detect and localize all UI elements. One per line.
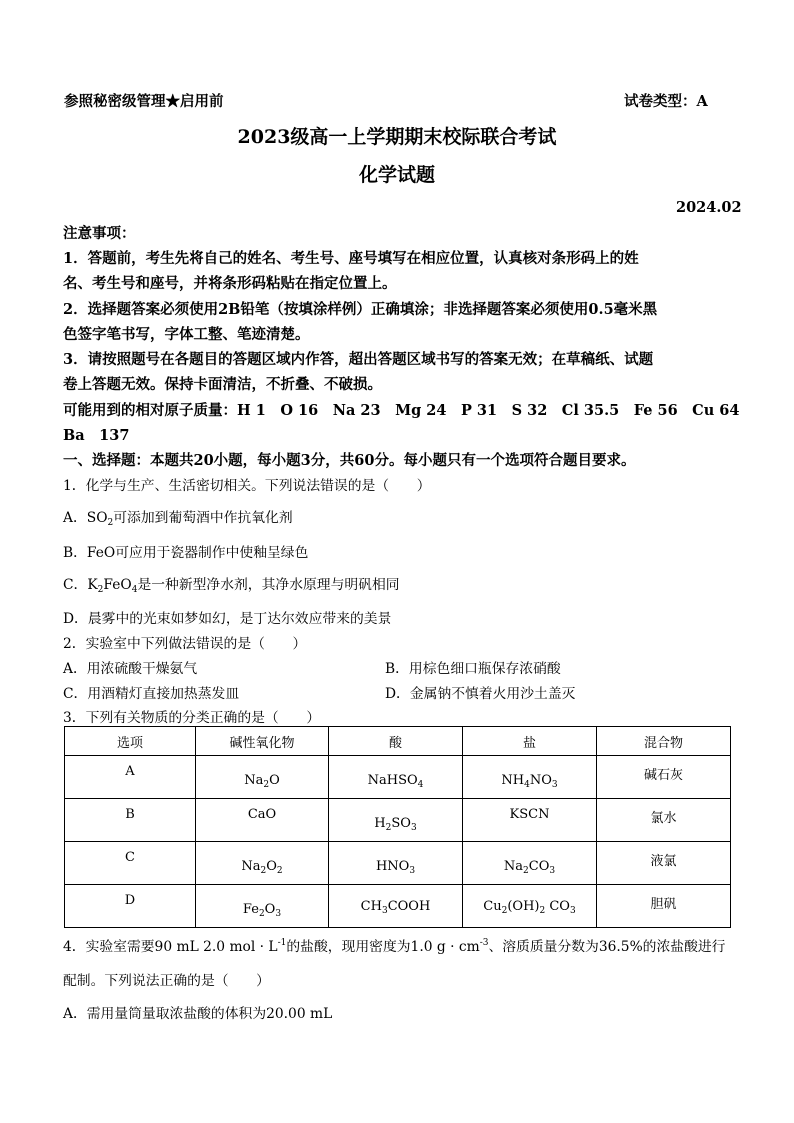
note-1-line-1: 1．答题前，考生先将自己的姓名、考生号、座号填写在相应位置，认真核对条形码上的姓: [63, 250, 639, 267]
row-option: A: [125, 764, 135, 779]
q1-option-b: B．FeO可应用于瓷器制作中使釉呈绿色: [63, 545, 309, 561]
confidentiality-label: 参照秘密级管理★启用前: [64, 93, 224, 110]
acid-formula: $H_2SO_3$: [374, 816, 417, 833]
salt-formula: $Cu_2(OH)_2$ $CO_3$: [483, 899, 576, 916]
atomic-mass-line-1: 可能用到的相对原子质量：H 1 O 16 Na 23 Mg 24 P 31 S 32 Cl 35.5 Fe 56 Cu 64: [63, 402, 740, 419]
row-option: D: [124, 893, 136, 908]
salt-formula: KSCN: [509, 807, 550, 822]
table-header-mixture: 混合物: [597, 727, 731, 756]
table-header-option: 选项: [65, 727, 196, 756]
note-2-line-2: 色签字笔书写，字体工整、笔迹清楚。: [63, 326, 310, 343]
note-3-line-1: 3．请按照题号在各题目的答题区域内作答，超出答题区域书写的答案无效；在草稿纸、试题: [63, 351, 654, 368]
classification-table: [64, 726, 731, 928]
table-header-acid: 酸: [329, 727, 463, 756]
q1-option-c: C．$K_2FeO_4$是一种新型净水剂，其净水原理与明矾相同: [63, 577, 400, 595]
note-1-line-2: 名、考生号和座号，并将条形码粘贴在指定位置上。: [63, 275, 397, 292]
mixture-name: 碱石灰: [643, 768, 683, 783]
exam-title: 2023级高一上学期期末校际联合考试: [237, 126, 557, 148]
note-3-line-2: 卷上答题无效。保持卡面清洁，不折叠、不破损。: [63, 376, 382, 393]
q4-stem-line-2: 配制。下列说法正确的是（ ）: [63, 973, 270, 989]
row-option: B: [125, 807, 135, 822]
table-row: [65, 842, 731, 885]
acid-formula: $HNO_3$: [375, 859, 416, 876]
q2-option-b: B．用棕色细口瓶保存浓硝酸: [385, 661, 561, 677]
notes-heading: 注意事项：: [63, 225, 136, 242]
table-row: [65, 885, 731, 928]
exam-date: 2024.02: [676, 199, 742, 216]
table-row: [65, 799, 731, 842]
acid-formula: NaHSO$_4$: [367, 773, 424, 790]
table-header-row: [65, 727, 731, 756]
mixture-name: 液氯: [650, 854, 677, 869]
acid-formula: $CH_3COOH$: [360, 899, 431, 916]
mixture-name: 胆矾: [650, 897, 677, 912]
salt-formula: $Na_2CO_3$: [503, 859, 556, 876]
note-2-line-1: 2．选择题答案必须使用2B铅笔（按填涂样例）正确填涂；非选择题答案必须使用0.5毫米黑: [63, 301, 658, 318]
atomic-mass-line-2: Ba 137: [63, 427, 130, 444]
q2-option-d: D．金属钠不慎着火用沙土盖灭: [385, 686, 576, 702]
q1-option-d: D．晨雾中的光束如梦如幻，是丁达尔效应带来的美景: [63, 611, 392, 627]
basic-oxide-formula: $Fe_2O_3$: [242, 902, 282, 919]
row-option: C: [125, 850, 135, 865]
table-header-basic-oxide: 碱性氧化物: [196, 727, 329, 756]
q1-option-a: A．$SO_2$可添加到葡萄酒中作抗氧化剂: [63, 510, 293, 528]
mixture-name: 氯水: [650, 811, 677, 826]
basic-oxide-formula: $Na_2O_2$: [241, 859, 283, 876]
q3-stem: 3．下列有关物质的分类正确的是（ ）: [63, 710, 321, 726]
exam-subtitle: 化学试题: [358, 164, 435, 186]
section-1-heading: 一、选择题：本题共20小题，每小题3分，共60分。每小题只有一个选项符合题目要求。: [63, 452, 636, 469]
q4-option-a: A．需用量筒量取浓盐酸的体积为20.00 mL: [63, 1006, 333, 1022]
q2-option-c: C．用酒精灯直接加热蒸发皿: [63, 686, 240, 702]
basic-oxide-formula: CaO: [247, 807, 277, 822]
paper-type-label: 试卷类型：A: [624, 93, 708, 110]
table-row: [65, 756, 731, 799]
q2-stem: 2．实验室中下列做法错误的是（ ）: [63, 636, 307, 652]
q4-stem-line-1: 4．实验室需要90 mL 2.0 mol · $L^{-1}$的盐酸，现用密度为1.0 $g \cdot cm^{-3}$、溶质质量分数为36.5%的浓盐酸进行: [63, 938, 726, 955]
basic-oxide-formula: $Na_2O$: [244, 773, 280, 790]
q2-option-a: A．用浓硫酸干燥氨气: [63, 661, 198, 677]
q1-stem: 1．化学与生产、生活密切相关。下列说法错误的是（ ）: [63, 478, 431, 494]
salt-formula: $NH_4NO_3$: [501, 773, 558, 790]
table-header-salt: 盐: [463, 727, 597, 756]
